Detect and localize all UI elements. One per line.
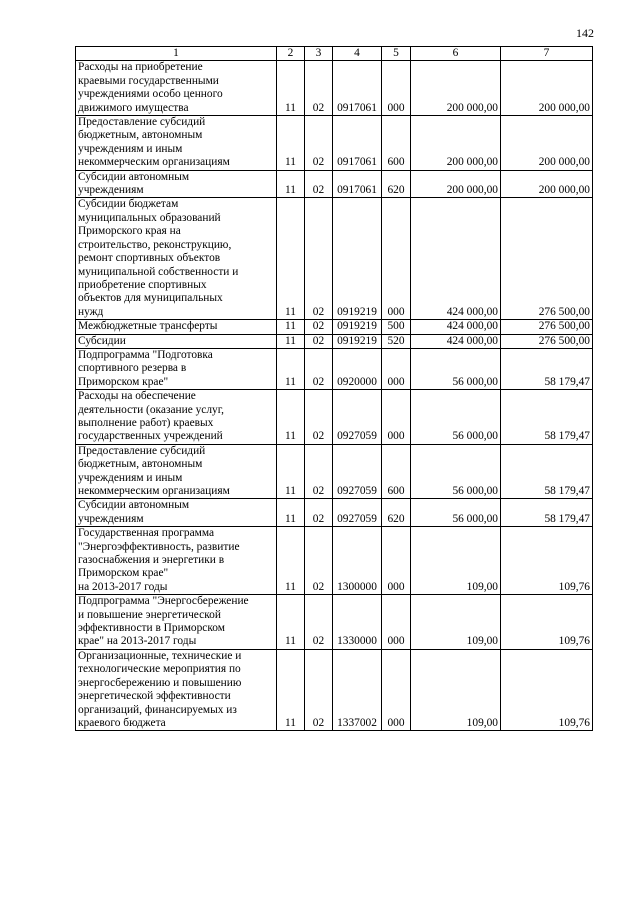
section-code-cell: 11 <box>277 61 305 116</box>
row-name-cell: Расходы на обеспечение деятельности (оказание услуг, выполнение работ) краевых государственных учреждений <box>76 390 277 445</box>
section-code-cell: 11 <box>277 499 305 527</box>
target-article-cell: 1337002 <box>333 649 382 730</box>
expense-type-cell: 000 <box>382 198 411 320</box>
subsection-code-cell: 02 <box>305 61 333 116</box>
section-code-cell: 11 <box>277 348 305 389</box>
subsection-code-cell: 02 <box>305 390 333 445</box>
table-row <box>76 527 593 595</box>
header-cell: 5 <box>382 47 411 61</box>
amount-cell: 56 000,00 <box>411 390 501 445</box>
subsection-code-cell: 02 <box>305 527 333 595</box>
header-cell: 7 <box>501 47 593 61</box>
subsection-code-cell: 02 <box>305 595 333 650</box>
amount-cell: 200 000,00 <box>411 116 501 171</box>
expense-type-cell: 000 <box>382 649 411 730</box>
amount-cell: 109,76 <box>501 649 593 730</box>
target-article-cell: 0917061 <box>333 116 382 171</box>
section-code-cell: 11 <box>277 320 305 334</box>
expense-type-cell: 620 <box>382 499 411 527</box>
subsection-code-cell: 02 <box>305 198 333 320</box>
expense-type-cell: 000 <box>382 595 411 650</box>
amount-cell: 109,00 <box>411 595 501 650</box>
header-cell: 4 <box>333 47 382 61</box>
subsection-code-cell: 02 <box>305 499 333 527</box>
header-row <box>76 47 593 61</box>
table-row <box>76 444 593 499</box>
subsection-code-cell: 02 <box>305 649 333 730</box>
expense-type-cell: 000 <box>382 390 411 445</box>
expense-type-cell: 600 <box>382 116 411 171</box>
amount-cell: 58 179,47 <box>501 444 593 499</box>
table-row <box>76 170 593 198</box>
amount-cell: 276 500,00 <box>501 334 593 348</box>
section-code-cell: 11 <box>277 116 305 171</box>
table-row <box>76 595 593 650</box>
section-code-cell: 11 <box>277 649 305 730</box>
table-row <box>76 390 593 445</box>
expense-type-cell: 000 <box>382 527 411 595</box>
row-name-cell: Межбюджетные трансферты <box>76 320 277 334</box>
target-article-cell: 0927059 <box>333 444 382 499</box>
target-article-cell: 0919219 <box>333 334 382 348</box>
table-row <box>76 334 593 348</box>
header-cell: 3 <box>305 47 333 61</box>
section-code-cell: 11 <box>277 198 305 320</box>
target-article-cell: 0919219 <box>333 320 382 334</box>
amount-cell: 58 179,47 <box>501 348 593 389</box>
expense-type-cell: 620 <box>382 170 411 198</box>
amount-cell: 200 000,00 <box>501 116 593 171</box>
budget-table <box>75 46 593 731</box>
target-article-cell: 0919219 <box>333 198 382 320</box>
section-code-cell: 11 <box>277 390 305 445</box>
amount-cell: 56 000,00 <box>411 348 501 389</box>
row-name-cell: Субсидии автономным учреждениям <box>76 499 277 527</box>
header-cell: 6 <box>411 47 501 61</box>
section-code-cell: 11 <box>277 527 305 595</box>
table-row <box>76 116 593 171</box>
amount-cell: 56 000,00 <box>411 499 501 527</box>
section-code-cell: 11 <box>277 170 305 198</box>
table-row <box>76 320 593 334</box>
row-name-cell: Расходы на приобретение краевыми государственными учреждениями особо ценного движимого имущества <box>76 61 277 116</box>
table-row <box>76 649 593 730</box>
header-cell: 2 <box>277 47 305 61</box>
target-article-cell: 1330000 <box>333 595 382 650</box>
subsection-code-cell: 02 <box>305 170 333 198</box>
amount-cell: 56 000,00 <box>411 444 501 499</box>
subsection-code-cell: 02 <box>305 116 333 171</box>
section-code-cell: 11 <box>277 444 305 499</box>
amount-cell: 109,76 <box>501 595 593 650</box>
amount-cell: 58 179,47 <box>501 390 593 445</box>
amount-cell: 109,00 <box>411 527 501 595</box>
amount-cell: 424 000,00 <box>411 198 501 320</box>
section-code-cell: 11 <box>277 334 305 348</box>
amount-cell: 424 000,00 <box>411 334 501 348</box>
row-name-cell: Организационные, технические и технологические мероприятия по энергосбережению и повышению энергетической эффективности организаций, финансируемых из краевого бюджета <box>76 649 277 730</box>
amount-cell: 109,76 <box>501 527 593 595</box>
expense-type-cell: 000 <box>382 61 411 116</box>
amount-cell: 200 000,00 <box>501 170 593 198</box>
row-name-cell: Подпрограмма "Энергосбережение и повышение энергетической эффективности в Приморском крае" на 2013-2017 годы <box>76 595 277 650</box>
row-name-cell: Предоставление субсидий бюджетным, автономным учреждениям и иным некоммерческим организациям <box>76 116 277 171</box>
amount-cell: 58 179,47 <box>501 499 593 527</box>
row-name-cell: Субсидии бюджетам муниципальных образований Приморского края на строительство, реконструкцию, ремонт спортивных объектов муниципальной собственности и приобретение спортивных объектов для муниципальных нужд <box>76 198 277 320</box>
row-name-cell: Субсидии автономным учреждениям <box>76 170 277 198</box>
target-article-cell: 0917061 <box>333 170 382 198</box>
row-name-cell: Субсидии <box>76 334 277 348</box>
expense-type-cell: 520 <box>382 334 411 348</box>
expense-type-cell: 000 <box>382 348 411 389</box>
target-article-cell: 0927059 <box>333 499 382 527</box>
expense-type-cell: 500 <box>382 320 411 334</box>
target-article-cell: 0927059 <box>333 390 382 445</box>
table-row <box>76 499 593 527</box>
table-row <box>76 198 593 320</box>
table-row <box>76 348 593 389</box>
subsection-code-cell: 02 <box>305 444 333 499</box>
amount-cell: 276 500,00 <box>501 198 593 320</box>
amount-cell: 109,00 <box>411 649 501 730</box>
header-cell: 1 <box>76 47 277 61</box>
expense-type-cell: 600 <box>382 444 411 499</box>
row-name-cell: Предоставление субсидий бюджетным, автономным учреждениям и иным некоммерческим организациям <box>76 444 277 499</box>
row-name-cell: Подпрограмма "Подготовка спортивного резерва в Приморском крае" <box>76 348 277 389</box>
amount-cell: 200 000,00 <box>411 61 501 116</box>
table-row <box>76 61 593 116</box>
page-number: 142 <box>576 26 594 40</box>
subsection-code-cell: 02 <box>305 334 333 348</box>
subsection-code-cell: 02 <box>305 348 333 389</box>
amount-cell: 276 500,00 <box>501 320 593 334</box>
target-article-cell: 1300000 <box>333 527 382 595</box>
amount-cell: 424 000,00 <box>411 320 501 334</box>
amount-cell: 200 000,00 <box>411 170 501 198</box>
subsection-code-cell: 02 <box>305 320 333 334</box>
section-code-cell: 11 <box>277 595 305 650</box>
target-article-cell: 0920000 <box>333 348 382 389</box>
row-name-cell: Государственная программа "Энергоэффективность, развитие газоснабжения и энергетики в Приморском крае" на 2013-2017 годы <box>76 527 277 595</box>
target-article-cell: 0917061 <box>333 61 382 116</box>
amount-cell: 200 000,00 <box>501 61 593 116</box>
